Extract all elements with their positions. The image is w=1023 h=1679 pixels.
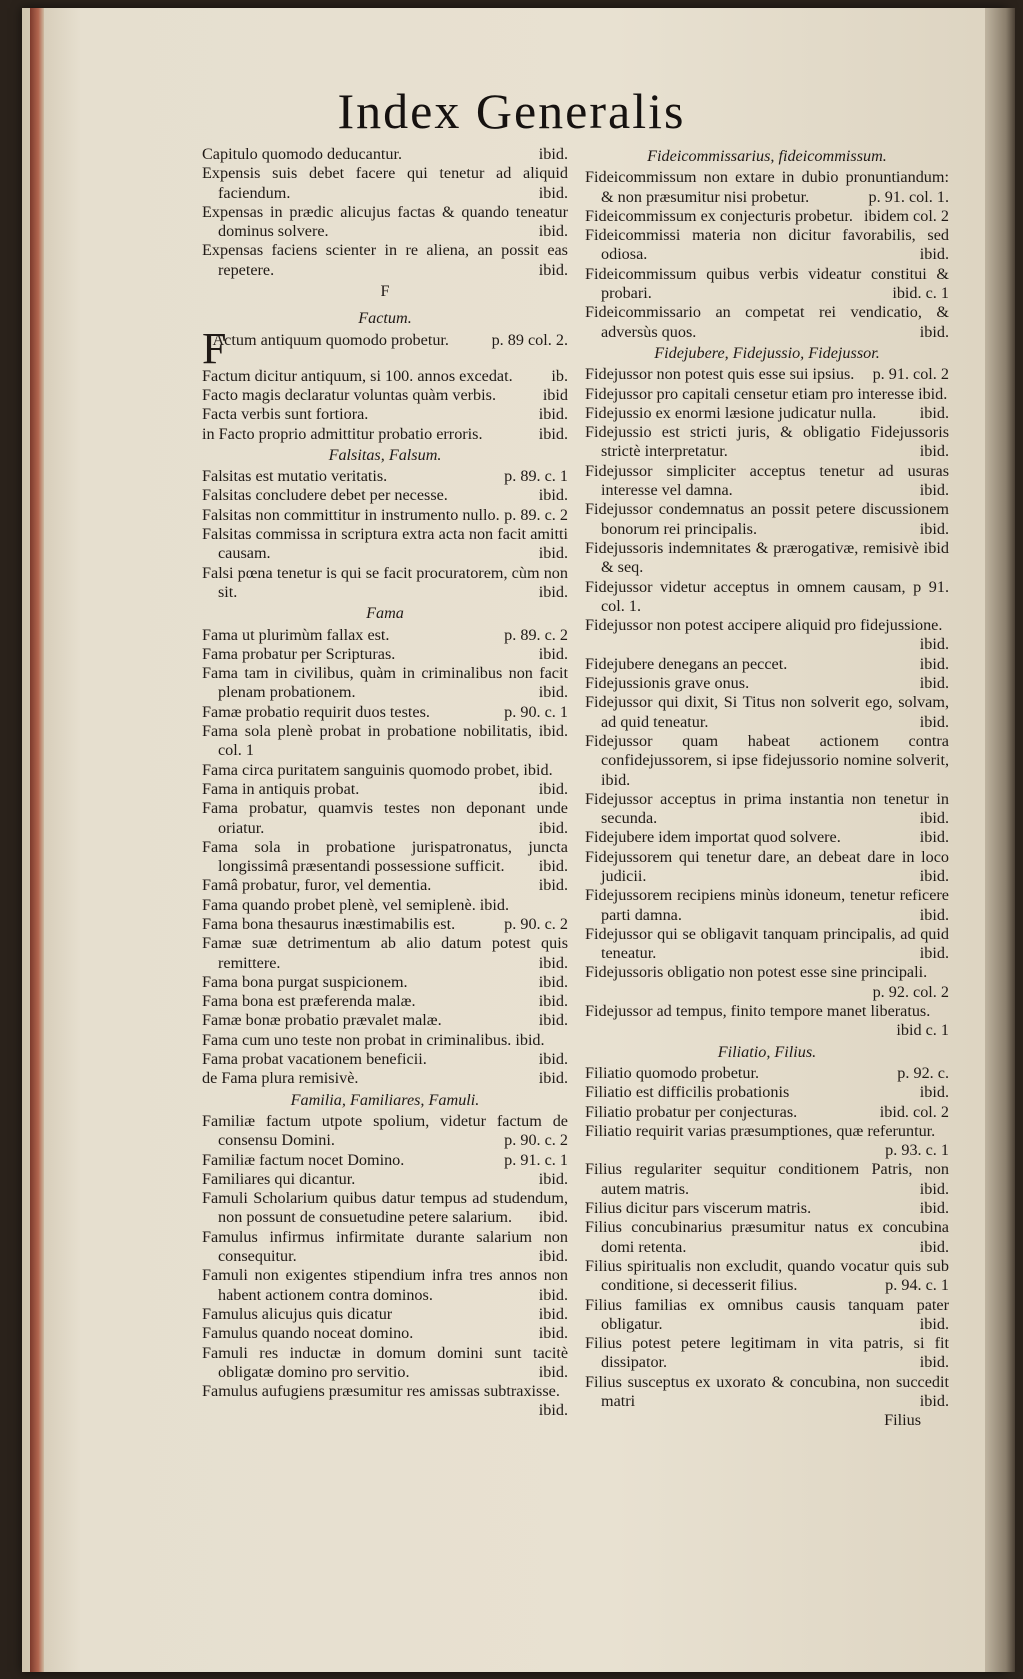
index-entry [585, 848, 949, 887]
entry-reference: p. 90. c. 2 [504, 1131, 568, 1150]
index-entry [202, 934, 568, 973]
entry-reference: ibid. [538, 424, 568, 443]
index-entry [202, 164, 568, 203]
entry-reference: ibid. [538, 260, 568, 279]
entry-reference: p. 91. c. 1 [504, 1150, 568, 1169]
index-entry [585, 265, 949, 304]
index-entry [585, 423, 949, 462]
entry-text: Famuli Scholarium quibus datur tempus ad studendum, non possunt de consuetudine petere salarium. [202, 1189, 568, 1227]
index-entry [585, 1160, 949, 1199]
entry-reference: ibid. [919, 245, 949, 264]
index-entry [202, 703, 568, 722]
entry-text: Fidejussor videtur acceptus in omnem causam, p 91. col. 1. [585, 577, 949, 615]
entry-text: Fideicommissum quibus verbis videatur constitui & probari. [585, 264, 949, 303]
entry-text: Fama in antiquis probat. [202, 779, 360, 798]
right-column [585, 145, 949, 1431]
entry-text: Familiæ factum nocet Domino. [202, 1150, 405, 1169]
entry-reference: ibid. [538, 544, 568, 563]
entry-text: Fidejussio est stricti juris, & obligatio Fidejussoris strictè interpretatur. [585, 423, 949, 461]
entry-text: Famulus quando noceat domino. [202, 1324, 414, 1343]
entry-text: Filius concubinarius præsumitur natus ex concubina domi retenta. [585, 1218, 949, 1256]
entry-text: Famuli non exigentes stipendium infra tres annos non habent actionem contra dominos. [202, 1266, 568, 1304]
index-entry [585, 462, 949, 501]
index-entry [202, 780, 568, 799]
entry-text: Filius susceptus ex uxorato & concubina, non succedit matri [585, 1372, 949, 1410]
section-heading: Fideicommissarius, fideicommissum. [647, 147, 887, 165]
entry-text: Filiatio probatur per conjecturas. [585, 1102, 798, 1121]
index-entry [585, 1122, 949, 1161]
entry-reference: ibid. [919, 866, 949, 885]
entry-text: Fidejussorem qui tenetur dare, an debeat dare in loco judicii. [585, 847, 949, 885]
index-entry [202, 1324, 568, 1343]
entry-text: Filius familias ex omnibus causis tanquam pater obligatur. [585, 1295, 949, 1333]
index-entry [585, 1083, 949, 1102]
entry-text: Famuli res inductæ in domum domini sunt tacitè obligatæ domino pro servitio. [202, 1343, 568, 1381]
entry-reference: ibid. [538, 1011, 568, 1030]
entry-text: Famæ probatio requirit duos testes. [202, 702, 430, 721]
red-page-edge [30, 8, 44, 1672]
entry-text: Falsitas commissa in scriptura extra acta non facit amitti causam. [202, 525, 568, 563]
entry-reference: ibid. [538, 1362, 568, 1381]
entry-reference: p. 89. c. 2 [504, 505, 568, 524]
index-entry [585, 925, 949, 964]
index-entry [202, 525, 568, 564]
entry-text: Expensas faciens scienter in re aliena, an possit eas repetere. [202, 241, 568, 279]
section-heading: Fama [366, 604, 404, 623]
index-entry [202, 425, 568, 444]
entry-reference: ibid. [538, 683, 568, 702]
entry-reference: ibid. [919, 519, 949, 538]
entry-reference: ibid. [538, 1247, 568, 1266]
index-entry [202, 506, 568, 525]
entry-reference: ibid. [538, 222, 568, 241]
entry-reference: ibid. [919, 905, 949, 924]
entry-text: Falsitas est mutatio veritatis. [202, 467, 388, 486]
entry-reference: p. 89. c. 1 [504, 467, 568, 486]
index-entry [202, 1266, 568, 1305]
entry-text: Famulus alicujus quis dicatur [202, 1304, 393, 1323]
index-entry [585, 655, 949, 674]
entry-reference: ibid. [538, 857, 568, 876]
entry-reference: ibid. [538, 183, 568, 202]
entry-reference: ibid. c. 1 [892, 284, 949, 303]
entry-reference: ib. [551, 366, 568, 385]
entry-text: Fama bona purgat suspicionem. [202, 972, 408, 991]
entry-text: Falsi pœna tenetur is qui se facit procuratorem, cùm non sit. [202, 563, 568, 601]
entry-reference: ibid. [919, 828, 949, 847]
index-entry [585, 404, 949, 423]
index-entry [202, 722, 568, 761]
section-heading: Falsitas, Falsum. [328, 445, 442, 464]
left-column [202, 145, 568, 1421]
entry-text: Fidejussor quam habeat actionem contra confidejussorem, si ipse fidejussorio nomine solverit, ibid. [585, 731, 949, 789]
entry-reference: p. 89. c. 2 [504, 625, 568, 644]
entry-reference: ibid. [538, 1304, 568, 1323]
section-heading: Filiatio, Filius. [717, 1042, 817, 1061]
entry-text: Fama quando probet plenè, vel semiplenè. ibid. [202, 895, 510, 914]
entry-text: Fidejussor acceptus in prima instantia non tenetur in secunda. [585, 789, 949, 828]
index-entry [202, 838, 568, 877]
entry-reference: ibid. [538, 972, 568, 991]
entry-text: Familiæ factum utpote spolium, videtur factum de consensu Domini. [202, 1111, 568, 1150]
entry-reference: ibid. [919, 712, 949, 731]
index-entry [585, 1257, 949, 1296]
index-entry [202, 241, 568, 280]
index-entry [585, 385, 949, 404]
entry-reference: ibid. [919, 1179, 949, 1198]
index-entry [585, 207, 949, 226]
entry-reference: p. 92. c. [897, 1063, 949, 1082]
entry-text: Fidejussor simpliciter acceptus tenetur ad usuras interesse vel damna. [585, 461, 949, 500]
section-heading: Familia, Familiares, Famuli. [290, 1090, 480, 1109]
entry-text: Fama tam in civilibus, quàm in criminalibus non facit plenam probationem. [202, 664, 568, 702]
entry-reference: ibid. [919, 322, 949, 341]
index-entry [202, 876, 568, 895]
index-entry [202, 1069, 568, 1088]
entry-text: Fidejussionis grave onus. [585, 674, 750, 693]
entry-text: Actum antiquum quomodo probetur. [212, 330, 449, 349]
index-entry [202, 323, 568, 373]
drop-cap-letter: F [202, 323, 227, 373]
index-entry [202, 145, 568, 164]
index-entry [202, 203, 568, 242]
entry-text: Fidejubere idem importat quod solvere. [585, 828, 841, 847]
entry-text: Facto magis declaratur voluntas quàm verbis. [202, 385, 496, 404]
index-entry [585, 963, 949, 1002]
entry-text: in Facto proprio admittitur probatio erroris. [202, 424, 483, 443]
entry-text: Fama probat vacationem beneficii. [202, 1050, 427, 1069]
entry-text: Facta verbis sunt fortiora. [202, 405, 369, 424]
index-entry [585, 828, 949, 847]
index-entry [202, 1011, 568, 1030]
section-heading: Fidejubere, Fidejussio, Fidejussor. [654, 343, 880, 362]
entry-reference: p. 89 col. 2. [491, 330, 568, 349]
index-entry [585, 539, 949, 578]
entry-text: Fideicommissi materia non dicitur favorabilis, sed odiosa. [585, 226, 949, 264]
index-entry [585, 616, 949, 655]
index-entry [585, 1296, 949, 1335]
entry-text: Fama probatur, quamvis testes non deponant unde oriatur. [202, 799, 568, 837]
entry-reference: ibid. [538, 779, 568, 798]
entry-text: Fidejussoris obligatio non potest esse sine principali. [585, 963, 928, 982]
entry-reference: ibid. [538, 1050, 568, 1069]
index-entry [202, 626, 568, 645]
index-entry [585, 790, 949, 829]
entry-text: Fama bona thesaurus inæstimabilis est. [202, 914, 456, 933]
index-entry [585, 365, 949, 384]
entry-reference: ibid [542, 385, 568, 404]
entry-reference: p. 90. c. 1 [504, 702, 568, 721]
index-entry [585, 1334, 949, 1373]
entry-reference: ibid. [538, 953, 568, 972]
entry-text: Fidejussor non potest quis esse sui ipsius. [585, 365, 855, 384]
index-entry [202, 973, 568, 992]
entry-text: Capitulo quomodo deducantur. [202, 145, 403, 163]
entry-reference: ibid. [538, 876, 568, 895]
entry-text: Filius regulariter sequitur conditionem Patris, non autem matris. [585, 1160, 949, 1198]
index-entry [202, 799, 568, 838]
entry-text: Fidejubere denegans an peccet. [585, 654, 788, 673]
index-entry [202, 992, 568, 1011]
book-binding [985, 8, 1015, 1672]
index-entry [585, 1103, 949, 1122]
entry-text: Famâ probatur, furor, vel dementia. [202, 876, 432, 895]
entry-text: Famulus aufugiens præsumitur res amissas subtraxisse. [202, 1382, 560, 1401]
index-entry [202, 486, 568, 505]
index-entry [585, 674, 949, 693]
entry-text: Fama probatur per Scripturas. [202, 644, 396, 663]
index-entry [202, 1382, 568, 1421]
entry-text: Falsitas concludere debet per necesse. [202, 486, 448, 505]
entry-reference: ibid. [919, 481, 949, 500]
entry-text: Fama circa puritatem sanguinis quomodo probet, ibid. [202, 760, 553, 779]
entry-reference: ibid. [919, 809, 949, 828]
index-entry [202, 1031, 568, 1050]
entry-text: Fama cum uno teste non probat in criminalibus. ibid. [202, 1030, 545, 1049]
entry-text: Fidejussor qui se obligavit tanquam principalis, ad quid teneatur. [585, 924, 949, 963]
entry-text: Filius potest petere legitimam in vita patris, si fit dissipator. [585, 1334, 949, 1372]
entry-reference: ibid. [919, 1083, 949, 1102]
index-entry [585, 1199, 949, 1218]
index-entry [202, 564, 568, 603]
entry-reference: ibid. [919, 674, 949, 693]
entry-reference: ibid. [919, 1314, 949, 1333]
entry-reference: ibid. [538, 992, 568, 1011]
catchword: Filius [884, 1411, 921, 1430]
entry-reference: ibid. [538, 405, 568, 424]
entry-text: Fideicommissum ex conjecturis probetur. [585, 206, 853, 225]
entry-reference: p. 90. c. 2 [504, 914, 568, 933]
entry-reference: ibid. [538, 1285, 568, 1304]
entry-reference: ibid. [919, 654, 949, 673]
index-entry [202, 386, 568, 405]
entry-text: Fama ut plurimùm fallax est. [202, 625, 390, 644]
index-entry [585, 168, 949, 207]
entry-reference: ibid. [919, 442, 949, 461]
entry-reference: ibid. [538, 582, 568, 601]
index-entry [585, 1218, 949, 1257]
entry-reference: ibid. [538, 1208, 568, 1227]
entry-reference: p. 91. col. 2 [872, 365, 949, 384]
entry-text: Famæ bonæ probatio prævalet malæ. [202, 1011, 442, 1030]
index-entry [202, 1305, 568, 1324]
entry-text: Filius dicitur pars viscerum matris. [585, 1199, 812, 1218]
index-entry [202, 467, 568, 486]
page-title: Index Generalis [337, 83, 686, 139]
entry-text: Fidejussoris indemnitates & prærogativæ, remisivè ibid & seq. [585, 538, 949, 577]
index-entry [202, 367, 568, 386]
entry-reference: ibid. [919, 1199, 949, 1218]
entry-text: Fidejussorem recipiens minùs idoneum, tenetur reficere parti damna. [585, 886, 949, 924]
index-entry [585, 303, 949, 342]
entry-reference: p. 94. c. 1 [885, 1276, 949, 1295]
index-entry [202, 896, 568, 915]
section-letter: F [380, 282, 390, 301]
index-entry [585, 1002, 949, 1041]
index-entry [585, 732, 949, 790]
entry-reference: ibid. [538, 1401, 568, 1420]
entry-text: Expensis suis debet facere qui tenetur ad aliquid faciendum. [202, 164, 568, 202]
entry-reference: ibidem col. 2 [864, 206, 949, 225]
entry-reference: ibid. [538, 1169, 568, 1188]
index-entry [202, 1228, 568, 1267]
entry-reference: p. 93. c. 1 [885, 1141, 949, 1160]
entry-reference: p. 92. col. 2 [872, 982, 949, 1001]
index-entry [202, 1151, 568, 1170]
entry-text: Filius spiritualis non excludit, quando vocatur quis sub conditione, si decesserit filius. [585, 1256, 949, 1295]
entry-reference: p. 91. col. 1. [868, 187, 949, 206]
index-entry [585, 578, 949, 617]
entry-reference: ibid. [919, 944, 949, 963]
index-entry [202, 645, 568, 664]
index-entry [202, 1344, 568, 1383]
index-entry [585, 886, 949, 925]
section-heading: Factum. [358, 309, 412, 328]
index-entry [202, 664, 568, 703]
index-entry [585, 1064, 949, 1083]
index-entry [202, 1189, 568, 1228]
index-entry [202, 1112, 568, 1151]
entry-reference: ibid. [538, 486, 568, 505]
entry-reference: ibid. [919, 635, 949, 654]
entry-text: Fidejussor qui dixit, Si Titus non solverit ego, solvam, ad quid teneatur. [585, 693, 949, 731]
entry-reference: ibid. [919, 1353, 949, 1372]
index-entry [585, 226, 949, 265]
index-entry [202, 915, 568, 934]
entry-reference: ibid. [919, 1392, 949, 1410]
entry-reference: ibid c. 1 [896, 1021, 949, 1040]
entry-reference: ibid. [919, 1237, 949, 1256]
entry-text: Fideicommissario an competat rei vendicatio, & adversùs quos. [585, 303, 949, 341]
entry-text: Famæ suæ detrimentum ab alio datum potest quis remittere. [202, 934, 568, 972]
entry-reference: ibid. [538, 145, 568, 163]
entry-text: Fidejussio ex enormi læsione judicatur nulla. [585, 403, 877, 422]
entry-text: Filiatio requirit varias præsumptiones, quæ referuntur. [585, 1121, 936, 1140]
entry-text: Famulus infirmus infirmitate durante salarium non consequitur. [202, 1227, 568, 1266]
entry-reference: ibid. [538, 1324, 568, 1343]
entry-text: Filiatio est difficilis probationis [585, 1083, 790, 1102]
entry-text: Fidejussor condemnatus an possit petere discussionem bonorum rei principalis. [585, 500, 949, 538]
entry-reference: ibid. [538, 818, 568, 837]
index-entry [202, 1170, 568, 1189]
entry-text: Fama sola plenè probat in probatione nobilitatis, ibid. col. 1 [202, 722, 568, 760]
index-entry [202, 1050, 568, 1069]
entry-text: Fidejussor non potest accipere aliquid pro fidejussione. [585, 616, 943, 635]
entry-text: Fama bona est præferenda malæ. [202, 992, 416, 1011]
entry-text: Fama sola in probatione jurispatronatus, juncta longissimâ præsentandi possessione sufficit. [202, 837, 568, 876]
entry-text: de Fama plura remisivè. [202, 1069, 359, 1088]
entry-reference: ibid. [538, 1069, 568, 1088]
index-entry [585, 1373, 949, 1412]
index-entry [202, 405, 568, 424]
index-entry [202, 761, 568, 780]
entry-text: Filiatio quomodo probetur. [585, 1063, 760, 1082]
entry-text: Fidejussor pro capitali censetur etiam pro interesse ibid. [585, 384, 948, 403]
entry-reference: ibid. col. 2 [879, 1102, 949, 1121]
entry-text: Familiares qui dicantur. [202, 1169, 356, 1188]
entry-text: Fideicommissum non extare in dubio pronuntiandum: & non præsumitur nisi probetur. [585, 168, 949, 206]
entry-text: Fidejussor ad tempus, finito tempore manet liberatus. [585, 1002, 931, 1021]
entry-text: Factum dicitur antiquum, si 100. annos excedat. [202, 366, 513, 385]
entry-text: Falsitas non committitur in instrumento nullo. [202, 505, 500, 524]
index-entry [585, 693, 949, 732]
index-entry [585, 500, 949, 539]
entry-reference: ibid. [919, 403, 949, 422]
entry-text: Expensas in prædic alicujus factas & quando teneatur dominus solvere. [202, 202, 568, 241]
entry-reference: ibid. [538, 644, 568, 663]
